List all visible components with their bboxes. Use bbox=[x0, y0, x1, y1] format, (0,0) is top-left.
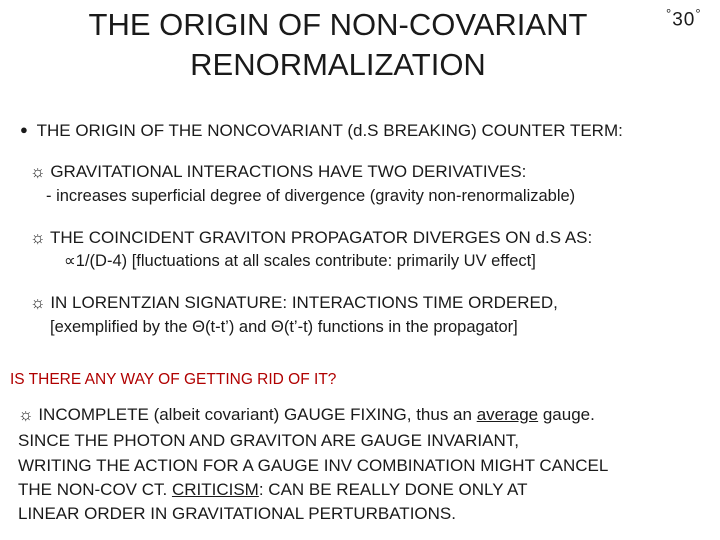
sun-icon: ☼ bbox=[18, 405, 34, 424]
final-line1-underlined: average bbox=[476, 405, 539, 424]
point-3 bbox=[30, 293, 558, 313]
question-text: IS THERE ANY WAY OF GETTING RID OF IT? bbox=[10, 371, 337, 388]
main-bullet-text: THE ORIGIN OF THE NONCOVARIANT (d.S BREAKING) COUNTER TERM: bbox=[36, 121, 623, 140]
slide-number-value: 30 bbox=[672, 9, 696, 31]
slide-number-deco-right: ° bbox=[695, 6, 702, 21]
point-1 bbox=[30, 162, 526, 182]
sun-icon: ☼ bbox=[30, 228, 46, 247]
final-line4-pre: THE NON-COV CT. bbox=[18, 480, 172, 499]
sun-icon: ☼ bbox=[30, 162, 46, 181]
final-line1 bbox=[18, 405, 595, 425]
slide-title-line2: RENORMALIZATION bbox=[190, 47, 486, 82]
sun-icon: ☼ bbox=[30, 293, 46, 312]
slide-number bbox=[666, 6, 702, 31]
final-line4-post: : CAN BE REALLY DONE ONLY AT bbox=[258, 480, 528, 499]
point-1-sub: - increases superficial degree of divergence (gravity non-renormalizable) bbox=[46, 187, 576, 205]
point-2-sub: ∝1/(D-4) [fluctuations at all scales contribute: primarily UV effect] bbox=[64, 252, 536, 270]
point-3-text: IN LORENTZIAN SIGNATURE: INTERACTIONS TIME ORDERED, bbox=[50, 293, 558, 312]
point-2 bbox=[30, 228, 592, 248]
point-2-text: THE COINCIDENT GRAVITON PROPAGATOR DIVERGES ON d.S AS: bbox=[50, 228, 593, 247]
final-line1-post: gauge. bbox=[538, 405, 595, 424]
bullet-dot-icon: ● bbox=[20, 122, 28, 137]
final-line5: LINEAR ORDER IN GRAVITATIONAL PERTURBATIONS. bbox=[18, 504, 456, 523]
final-line4-underlined: CRITICISM bbox=[171, 480, 259, 499]
final-line2: SINCE THE PHOTON AND GRAVITON ARE GAUGE INVARIANT, bbox=[18, 431, 519, 450]
point-1-text: GRAVITATIONAL INTERACTIONS HAVE TWO DERIVATIVES: bbox=[50, 162, 527, 181]
slide-title bbox=[18, 5, 658, 85]
final-line1-pre: INCOMPLETE (albeit covariant) GAUGE FIXING, thus an bbox=[38, 405, 477, 424]
slide-title-line1: THE ORIGIN OF NON-COVARIANT bbox=[88, 7, 588, 42]
final-line4 bbox=[18, 480, 527, 500]
slide-number-deco-left: ° bbox=[666, 6, 673, 21]
main-bullet bbox=[20, 121, 623, 141]
point-3-sub: [exemplified by the Θ(t-t’) and Θ(t’-t) functions in the propagator] bbox=[50, 318, 518, 336]
final-line3: WRITING THE ACTION FOR A GAUGE INV COMBINATION MIGHT CANCEL bbox=[18, 456, 609, 475]
